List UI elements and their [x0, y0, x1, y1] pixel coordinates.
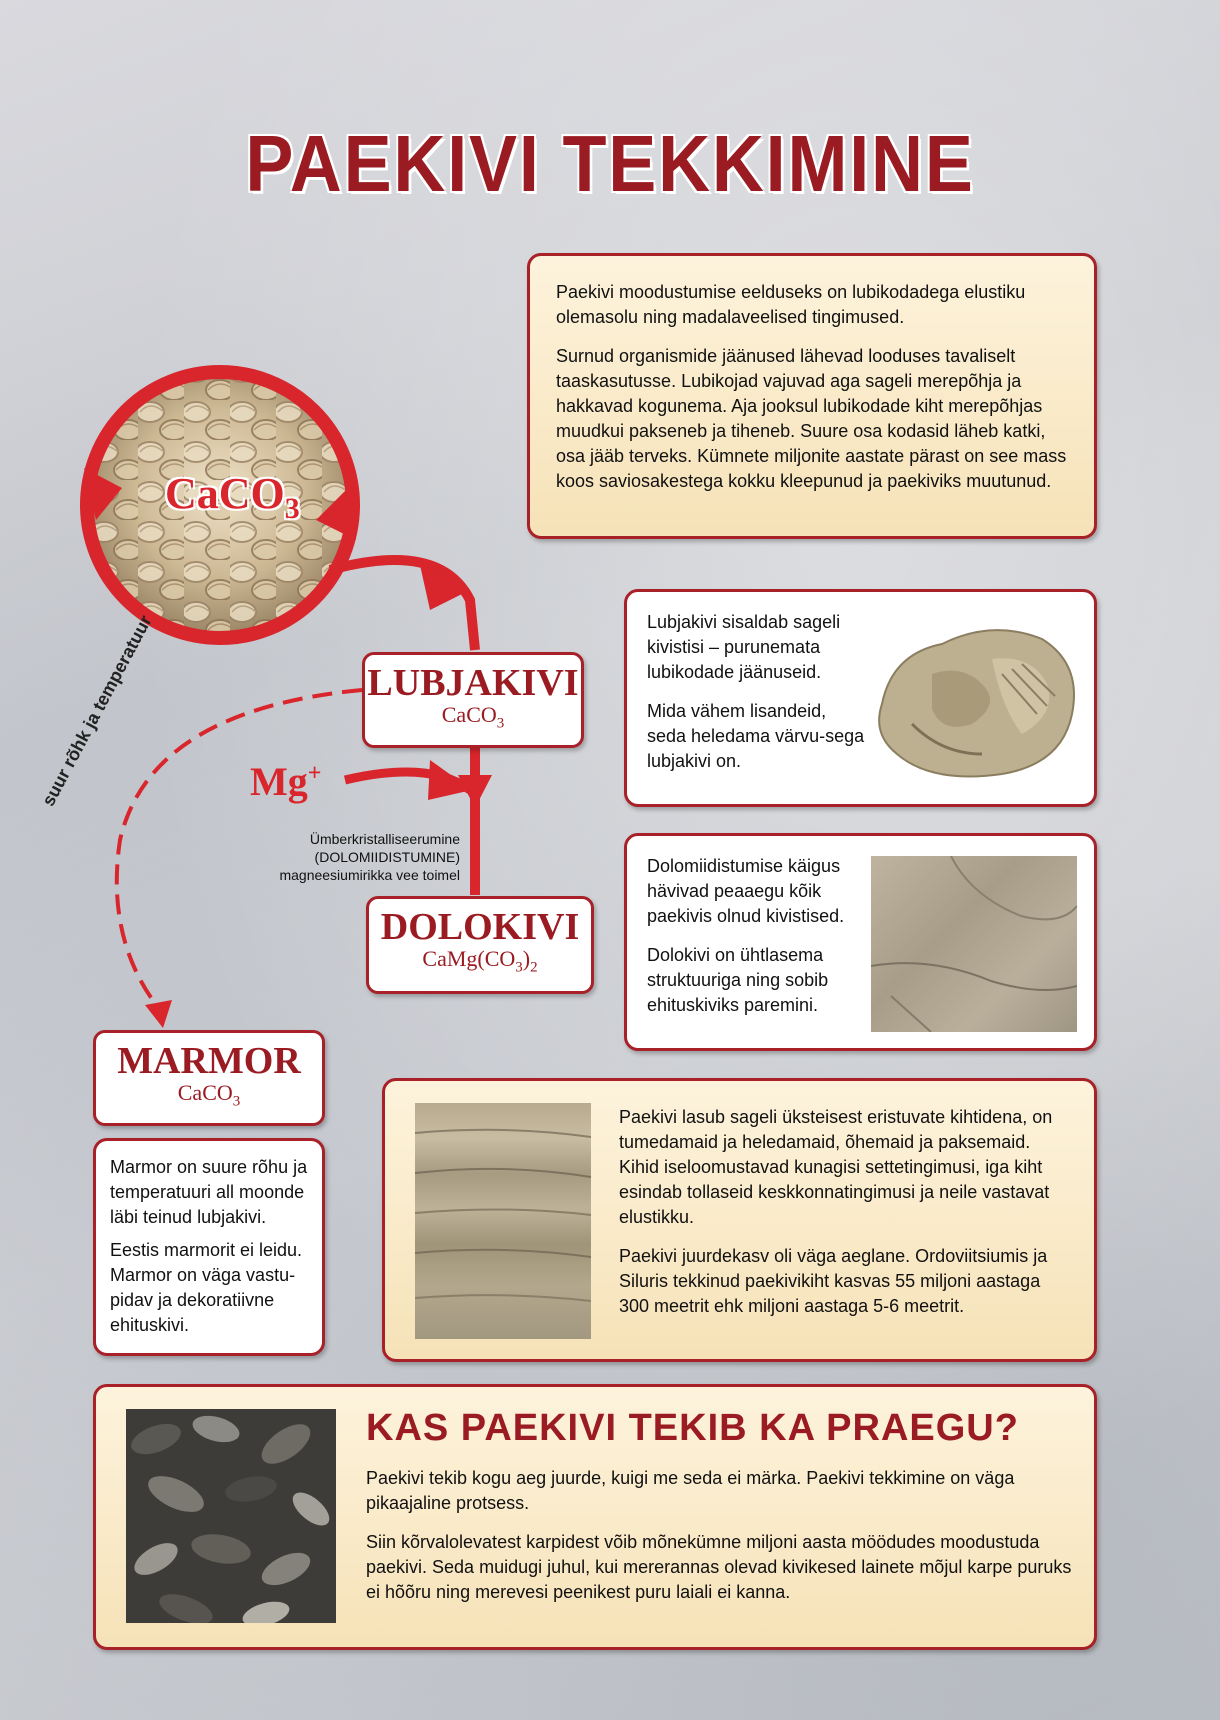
now-heading: KAS PAEKIVI TEKIB KA PRAEGU? [366, 1407, 1019, 1449]
page-title: PAEKIVI TEKKIMINE [245, 119, 975, 208]
marmor-name: MARMOR [117, 1040, 301, 1082]
lubjakivi-info-paragraph-1: Lubjakivi sisaldab sageli kivistisi – purunemata lubikodade jäänuseid. [647, 612, 841, 682]
dolokivi-formula-sub: 3 [515, 959, 523, 976]
marmor-label-box [93, 1030, 325, 1126]
marmor-formula-sub: 3 [232, 1093, 241, 1110]
lubjakivi-formula-sub: 3 [496, 715, 505, 732]
lubjakivi-info-paragraph-2: Mida vähem lisandeid, seda heledama värvu-sega lubjakivi on. [647, 701, 865, 771]
marmor-info-paragraph-2: Eestis marmorit ei leidu. Marmor on väga vastu-pidav ja dekoratiivne ehituskivi. [110, 1240, 303, 1335]
marmor-formula-main: CaCO [177, 1080, 233, 1105]
lubjakivi-label-box [362, 652, 584, 748]
lubjakivi-formula [365, 703, 581, 735]
mg-label [250, 758, 321, 805]
dolokivi-info-paragraph-2: Dolokivi on ühtlasema struktuuriga ning sobib ehituskiviks paremini. [647, 945, 829, 1015]
dolokivi-label-box [366, 896, 594, 994]
lubjakivi-name: LUBJAKIVI [367, 662, 579, 704]
dolokivi-info-box [624, 833, 1097, 1051]
marmor-formula [96, 1081, 322, 1113]
now-paragraph-1: Paekivi tekib kogu aeg juurde, kuigi me seda ei märka. Paekivi tekkimine on väga pikaajaline protsess. [366, 1468, 1015, 1513]
dolokivi-formula-b: ) [522, 946, 531, 971]
process-line-1: Ümberkristalliseerumine [309, 831, 460, 847]
lubjakivi-info-box [624, 589, 1097, 807]
intro-box [527, 253, 1097, 539]
circle-formula-main: CaCO [165, 469, 285, 518]
marmor-info-paragraph-1: Marmor on suure rõhu ja temperatuuri all moonde läbi teinud lubjakivi. [110, 1157, 308, 1227]
layers-info-paragraph-1: Paekivi lasub sageli üksteisest eristuvate kihtidena, on tumedamaid ja heledamaid, õhemaid ja paksemaid. Kihid iseloomustavad kunagisi settetingimusi, iga kiht esindab tollaseid keskkonnatingimusi ja neile vastavat elustikku. [619, 1107, 1053, 1227]
dolokivi-name: DOLOKIVI [380, 906, 580, 948]
dolokivi-formula-sub2: 2 [530, 959, 538, 976]
mussel-shells-image [126, 1409, 336, 1623]
layers-info-box [382, 1078, 1097, 1362]
mg-label-sup: + [307, 760, 322, 787]
mg-label-text: Mg [250, 759, 308, 804]
fossil-stone-image [872, 614, 1087, 784]
dolokivi-formula [369, 947, 591, 979]
circle-formula-sub: 3 [284, 491, 300, 525]
process-text [245, 830, 460, 884]
layers-info-paragraph-2: Paekivi juurdekasv oli väga aeglane. Ordoviitsiumis ja Siluris tekkinud paekivikiht kasvas 55 miljoni aastaga 300 meetrit ehk miljoni aastaga 5-6 meetrit. [619, 1246, 1048, 1316]
marmor-info-box [93, 1138, 325, 1356]
now-paragraph-2: Siin kõrvalolevatest karpidest võib mõnekümne miljoni aasta möödudes moodustuda paekivi. Seda muidugi juhul, kui mererannas olevad kivikesed lainete mõjul karpe puruks ei hõõru ning merevesi peenikest puru laiali ei kanna. [366, 1532, 1072, 1602]
dashed-arrow-head-icon [145, 1000, 172, 1028]
dolokivi-info-paragraph-1: Dolomiidistumise käigus hävivad peaaegu kõik paekivis olnud kivistised. [647, 856, 845, 926]
dolokivi-formula-a: CaMg(CO [422, 946, 516, 971]
dolostone-image [871, 856, 1077, 1032]
process-line-2: (DOLOMIIDISTUMINE) [314, 849, 460, 865]
intro-paragraph-1: Paekivi moodustumise eelduseks on lubikodadega elustiku olemasolu ning madalaveelised tingimused. [556, 282, 1026, 327]
rock-layers-image [415, 1103, 591, 1339]
now-info-box [93, 1384, 1097, 1650]
pressure-label: suur rõhk ja temperatuur [38, 611, 156, 810]
arrow-circle-to-lubjakivi [330, 560, 475, 650]
intro-paragraph-2: Surnud organismide jäänused lähevad looduses tavaliselt taaskasutusse. Lubikojad vajuvad aga sageli merepõhja ja hakkavad kogunema. Aja jooksul lubikodade kiht merepõhjas muudkui pakseneb ja tiheneb. Suure osa kodasid läheb katki, osa jääb terveks. Kümnete miljonite aastate pärast on see mass koos saviosakestega kokku kleepunud ja paekiviks muutunud. [556, 346, 1067, 491]
circle-formula [165, 468, 300, 526]
lubjakivi-formula-main: CaCO [441, 702, 497, 727]
process-line-3: magneesiumirikka vee toimel [279, 867, 460, 883]
